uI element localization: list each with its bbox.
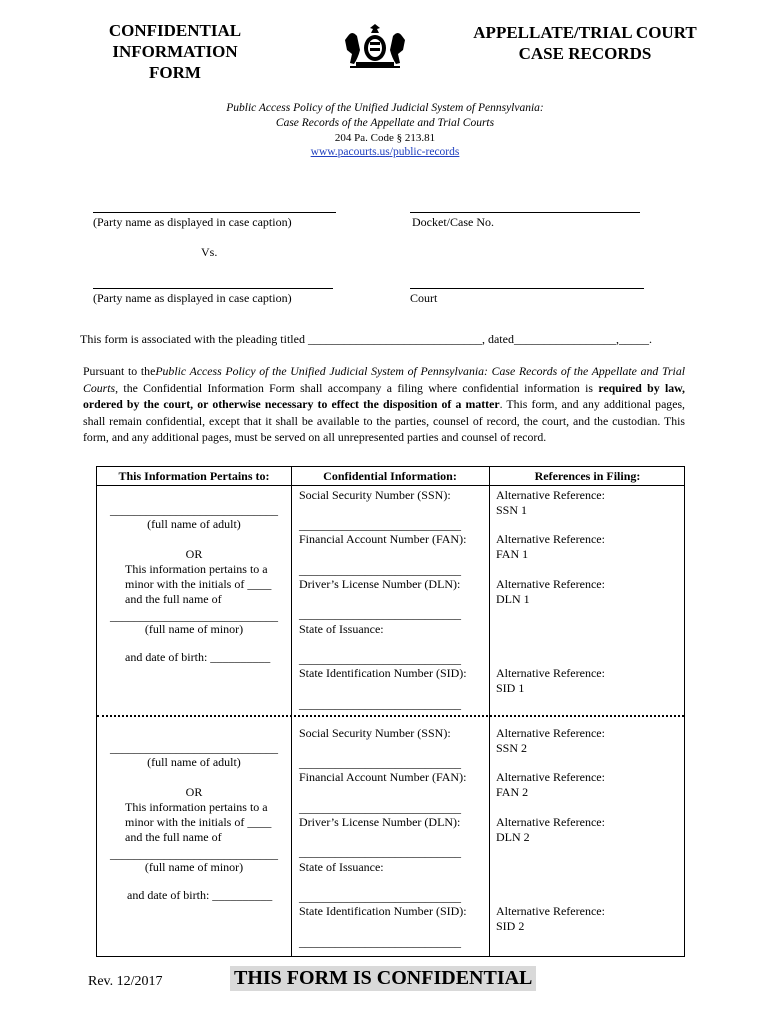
- requirement-text: required by law, ordered by the court, or otherwise necessary to effect the disposition of a matter: [83, 380, 685, 411]
- full-name-minor-label: (full name of minor): [144, 622, 244, 636]
- ref-ssn-2: SSN 2: [496, 741, 528, 755]
- dln-blank[interactable]: ___________________________: [299, 845, 461, 859]
- or-label: OR: [185, 785, 203, 799]
- case-records-title-line: CASE RECORDS: [518, 44, 652, 63]
- docket-line[interactable]: [410, 212, 640, 213]
- policy-link[interactable]: www.pacourts.us/public-records: [310, 146, 460, 158]
- full-name-adult-label: (full name of adult): [147, 517, 241, 531]
- minor-text-line: This information pertains to a: [125, 562, 268, 576]
- fan-label: Financial Account Number (FAN):: [299, 770, 467, 784]
- alt-ref-label: Alternative Reference:: [496, 488, 605, 502]
- versus-label: Vs.: [201, 245, 218, 259]
- policy-citation: Public Access Policy of the Unified Judicial System of Pennsylvania: Case Records of the Appellate and Trial Courts: [83, 364, 685, 395]
- ssn-blank[interactable]: ___________________________: [299, 518, 461, 532]
- column-divider: [489, 467, 490, 956]
- date-of-birth-field[interactable]: and date of birth: __________: [125, 650, 271, 664]
- ref-sid-2: SID 2: [496, 919, 525, 933]
- dln-label: Driver’s License Number (DLN):: [299, 815, 461, 829]
- ssn-label: Social Security Number (SSN):: [299, 726, 451, 740]
- alt-ref-label: Alternative Reference:: [496, 815, 605, 829]
- party2-line[interactable]: [93, 288, 333, 289]
- adult-name-blank[interactable]: ____________________________: [110, 503, 278, 517]
- fan-blank[interactable]: ___________________________: [299, 801, 461, 815]
- minor-text-line: minor with the initials of ____: [125, 577, 272, 591]
- sid-label: State Identification Number (SID):: [299, 904, 467, 918]
- ref-dln-2: DLN 2: [496, 830, 530, 844]
- state-issuance-label: State of Issuance:: [299, 860, 384, 874]
- court-label: Court: [410, 291, 438, 305]
- header-divider: [97, 485, 684, 486]
- adult-name-blank[interactable]: ____________________________: [110, 741, 278, 755]
- minor-name-blank[interactable]: ____________________________: [110, 847, 278, 861]
- ssn-blank[interactable]: ___________________________: [299, 756, 461, 770]
- minor-text-line: and the full name of: [125, 830, 222, 844]
- confidential-info-table: [96, 466, 685, 957]
- minor-name-blank[interactable]: ____________________________: [110, 609, 278, 623]
- minor-text-line: and the full name of: [125, 592, 222, 606]
- confidentiality-paragraph: [83, 363, 685, 446]
- alt-ref-label: Alternative Reference:: [496, 726, 605, 740]
- alt-ref-label: Alternative Reference:: [496, 770, 605, 784]
- sid-blank[interactable]: ___________________________: [299, 935, 461, 949]
- sid-label: State Identification Number (SID):: [299, 666, 467, 680]
- fan-label: Financial Account Number (FAN):: [299, 532, 467, 546]
- dln-label: Driver’s License Number (DLN):: [299, 577, 461, 591]
- full-name-adult-label: (full name of adult): [147, 755, 241, 769]
- party2-label: (Party name as displayed in case caption): [93, 291, 292, 305]
- state-issuance-blank[interactable]: ___________________________: [299, 890, 461, 904]
- form-title-line: FORM: [149, 63, 201, 82]
- case-records-title-line: APPELLATE/TRIAL COURT: [473, 23, 697, 42]
- fan-blank[interactable]: ___________________________: [299, 563, 461, 577]
- minor-text-line: minor with the initials of ____: [125, 815, 272, 829]
- policy-title: Public Access Policy of the Unified Judicial System of Pennsylvania:: [226, 102, 544, 114]
- alt-ref-label: Alternative Reference:: [496, 532, 605, 546]
- ref-fan-2: FAN 2: [496, 785, 529, 799]
- full-name-minor-label: (full name of minor): [144, 860, 244, 874]
- docket-label: Docket/Case No.: [412, 215, 494, 229]
- date-of-birth-field[interactable]: and date of birth: __________: [127, 888, 273, 902]
- pleading-line: This form is associated with the pleading titled _____________________________, dated_________________,_____.: [80, 332, 652, 346]
- state-issuance-blank[interactable]: ___________________________: [299, 652, 461, 666]
- ref-dln-1: DLN 1: [496, 592, 530, 606]
- ref-fan-1: FAN 1: [496, 547, 529, 561]
- alt-ref-label: Alternative Reference:: [496, 577, 605, 591]
- dln-blank[interactable]: ___________________________: [299, 607, 461, 621]
- column-divider: [291, 467, 292, 956]
- ssn-label: Social Security Number (SSN):: [299, 488, 451, 502]
- ref-ssn-1: SSN 1: [496, 503, 528, 517]
- header-confidential-info: Confidential Information:: [323, 469, 457, 483]
- form-title-line: CONFIDENTIAL: [108, 21, 242, 40]
- paragraph-part: Pursuant to the: [83, 364, 156, 378]
- case-records-title: [440, 22, 730, 64]
- or-label: OR: [185, 547, 203, 561]
- party1-line[interactable]: [93, 212, 336, 213]
- court-line[interactable]: [410, 288, 644, 289]
- paragraph-part: . This form, and any additional pages, shall remain confidential, except that it shall be available to the parties, counsel of record, the court, and the custodian. This form, and any additional pages, must be served on all unrepresented parties and counsel of record.: [83, 397, 685, 444]
- policy-code: 204 Pa. Code § 213.81: [334, 132, 436, 144]
- alt-ref-label: Alternative Reference:: [496, 904, 605, 918]
- paragraph-part: , the Confidential Information Form shall accompany a filing where confidential information is: [115, 380, 599, 395]
- sid-blank[interactable]: ___________________________: [299, 697, 461, 711]
- party1-label: (Party name as displayed in case caption): [93, 215, 292, 229]
- minor-text-line: This information pertains to a: [125, 800, 268, 814]
- confidential-banner: THIS FORM IS CONFIDENTIAL: [230, 966, 536, 991]
- form-title: [95, 20, 255, 83]
- alt-ref-label: Alternative Reference:: [496, 666, 605, 680]
- pennsylvania-seal-icon: [340, 22, 410, 70]
- ref-sid-1: SID 1: [496, 681, 525, 695]
- header-references: References in Filing:: [534, 469, 641, 483]
- state-issuance-label: State of Issuance:: [299, 622, 384, 636]
- form-title-line: INFORMATION: [112, 42, 238, 61]
- policy-subtitle: Case Records of the Appellate and Trial Courts: [275, 117, 495, 129]
- header-pertains-to: This Information Pertains to:: [118, 469, 270, 483]
- revision-label: Rev. 12/2017: [88, 974, 163, 989]
- block-divider: [97, 715, 684, 717]
